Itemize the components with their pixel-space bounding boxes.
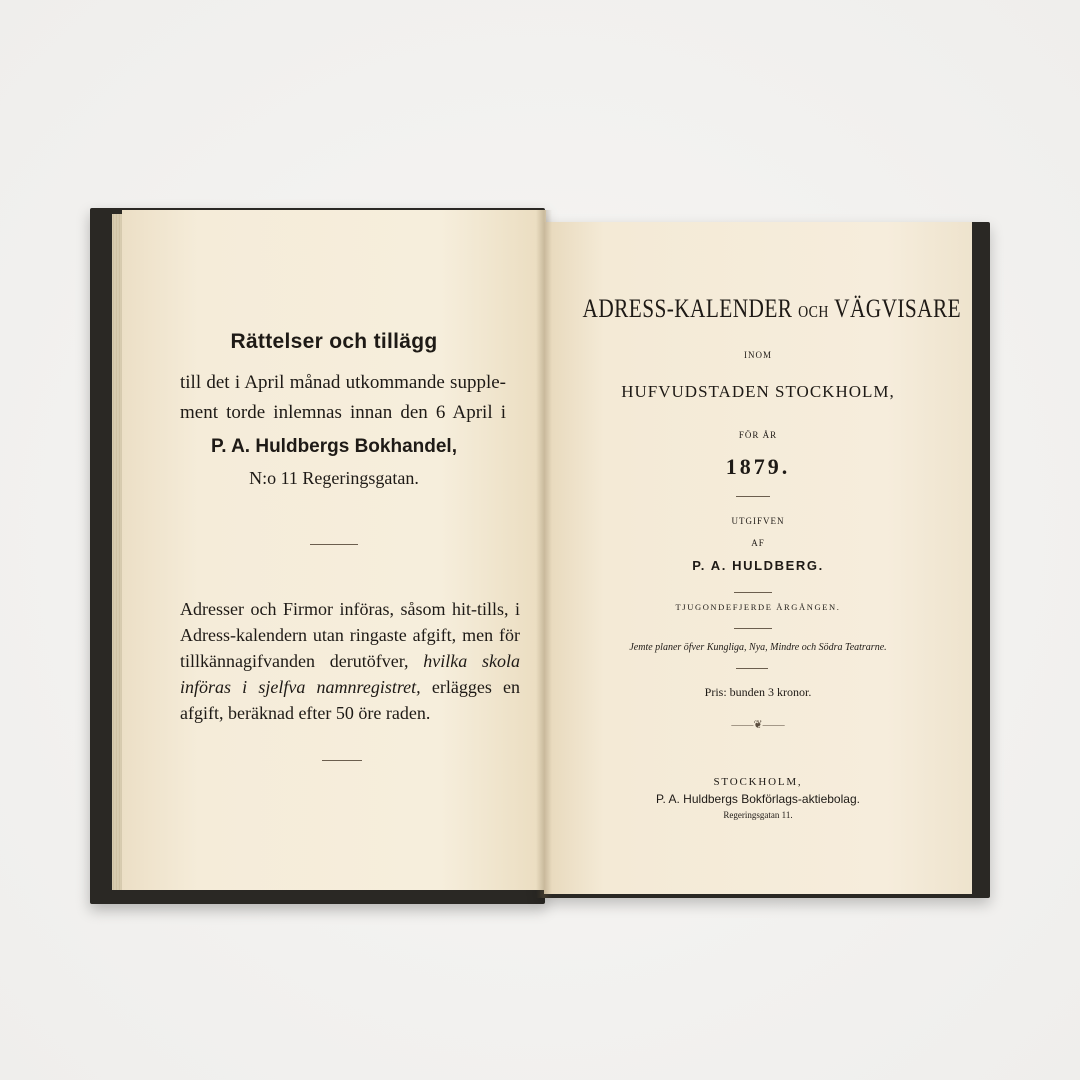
left-page bbox=[122, 210, 546, 890]
title-page-title bbox=[582, 294, 962, 324]
left-paragraph-1 bbox=[180, 368, 506, 428]
title-och: OCH bbox=[798, 302, 829, 321]
left-para2-text-b: erlägges en afgift, beräknad efter 50 öre raden. bbox=[180, 677, 520, 723]
title-note: Jemte planer öfver Kungliga, Nya, Mindre och Södra Teatrarne. bbox=[629, 642, 887, 653]
title-year: 1879. bbox=[725, 454, 791, 479]
title-edition: TJUGONDEFJERDE ÅRGÅNGEN. bbox=[675, 602, 841, 612]
title-af: AF bbox=[751, 538, 765, 548]
right-page bbox=[544, 222, 972, 894]
title-for-ar: FÖR ÅR bbox=[738, 430, 778, 440]
imprint-address: Regeringsgatan 11. bbox=[723, 810, 793, 820]
title-utgifven: UTGIFVEN bbox=[731, 516, 785, 526]
left-para1-line-2: ment torde inlemnas innan den 6 April i bbox=[180, 402, 506, 423]
imprint-city: STOCKHOLM, bbox=[713, 776, 803, 788]
right-rule-3 bbox=[734, 628, 772, 629]
title-inom: INOM bbox=[744, 350, 772, 360]
title-part-2: VÄGVISARE bbox=[834, 294, 962, 323]
left-para1-line-1: till det i April månad utkommande supple- bbox=[180, 372, 506, 393]
right-rule-4 bbox=[736, 668, 768, 669]
title-part-1: ADRESS-KALENDER bbox=[582, 294, 793, 323]
title-price: Pris: bunden 3 kronor. bbox=[704, 685, 812, 699]
left-rule-1 bbox=[310, 544, 358, 545]
ornament-icon: ——❦—— bbox=[731, 719, 785, 731]
left-rule-2 bbox=[322, 760, 362, 761]
imprint-publisher: P. A. Huldbergs Bokförlags-aktiebolag. bbox=[656, 792, 860, 806]
left-shop-address: N:o 11 Regeringsgatan. bbox=[249, 468, 419, 488]
right-rule-1 bbox=[736, 496, 770, 497]
title-publisher-name: P. A. HULDBERG. bbox=[692, 558, 824, 573]
left-para2-text-a: Adresser och Firmor införas, såsom hit-tills, i Adress-kalendern utan ringaste afgift, men för tillkännagifvanden derutöfver, bbox=[180, 599, 520, 671]
left-paragraph-2 bbox=[180, 596, 520, 726]
left-shop-name: P. A. Huldbergs Bokhandel, bbox=[211, 436, 457, 457]
left-heading: Rättelser och tillägg bbox=[230, 330, 438, 353]
right-rule-2 bbox=[734, 592, 772, 593]
title-city: HUFVUDSTADEN STOCKHOLM, bbox=[621, 382, 895, 401]
book-gutter bbox=[536, 210, 552, 898]
left-para2-italic: hvilka skola införas i sjelfva namnregistret, bbox=[180, 651, 520, 697]
